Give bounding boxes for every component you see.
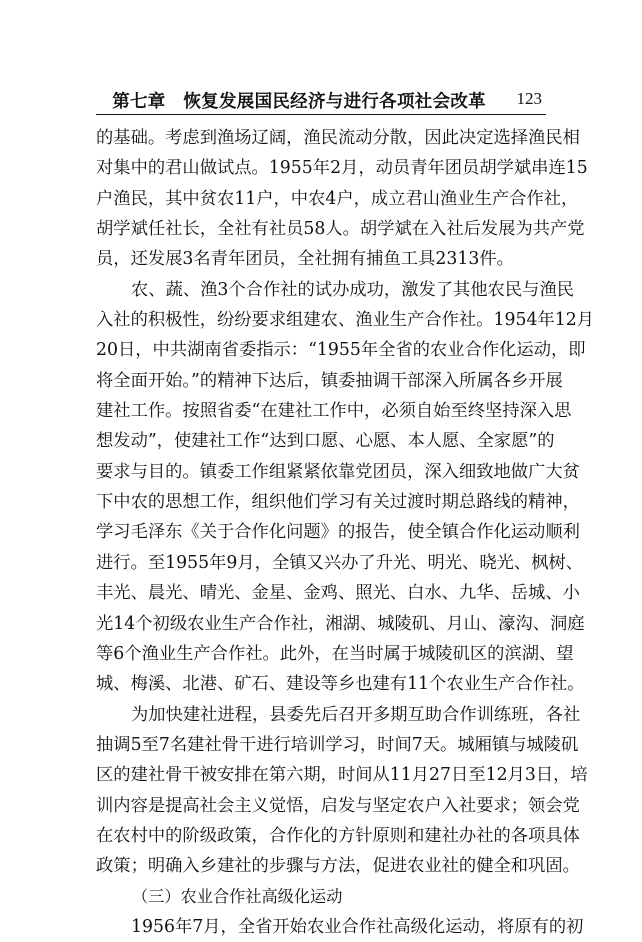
text-line: 训内容是提高社会主义觉悟，启发与坚定农户入社要求；领会党	[96, 795, 580, 816]
text-line: 光14个初级农业生产合作社，湘湖、城陵矶、月山、濠沟、洞庭	[96, 613, 585, 634]
text-line: 想发动”，使建社工作“达到口愿、心愿、本人愿、全家愿”的	[96, 431, 555, 452]
text-line: 丰光、晨光、晴光、金星、金鸡、照光、白水、九华、岳城、小	[96, 583, 580, 604]
text-line: 的基础。考虑到渔场辽阔，渔民流动分散，因此决定选择渔民相	[96, 128, 580, 148]
paragraph-start-line: 农、蔬、渔3个合作社的试办成功，激发了其他农民与渔民	[131, 279, 575, 300]
text-line: 建社工作。按照省委“在建社工作中，必须自始至终坚持深入思	[96, 401, 572, 422]
text-line: 区的建社骨干被安排在第六期，时间从11月27日至12月3日，培	[96, 765, 588, 786]
text-line: 在农村中的阶级政策，合作化的方针原则和建社办社的各项具体	[96, 825, 580, 846]
text-line: 下中农的思想工作，组织他们学习有关过渡时期总路线的精神，	[96, 492, 580, 513]
body-text	[96, 123, 595, 942]
text-line: 胡学斌任社长，全社有社员58人。胡学斌在入社后发展为共产党	[96, 219, 585, 240]
paragraph-start-line: 为加快建社进程，县委先后召开多期互助合作训练班，各社	[131, 704, 581, 725]
text-line: 20日，中共湖南省委指示：“1955年全省的农业合作化运动，即	[96, 340, 586, 361]
running-header	[96, 86, 546, 115]
section-subheading: （三）农业合作社高级化运动	[132, 886, 343, 906]
text-line: 进行。至1955年9月，全镇又兴办了升光、明光、晓光、枫树、	[96, 552, 584, 573]
page-number: 123	[516, 89, 542, 108]
paragraph-start-line: 1956年7月，全省开始农业合作社高级化运动，将原有的初	[131, 916, 584, 937]
chapter-title: 第七章 恢复发展国民经济与进行各项社会改革	[112, 92, 486, 112]
text-line: 要求与目的。镇委工作组紧紧依靠党团员，深入细致地做广大贫	[96, 461, 580, 482]
text-line: 将全面开始。”的精神下达后，镇委抽调干部深入所属各乡开展	[96, 370, 563, 391]
text-line: 学习毛泽东《关于合作化问题》的报告，使全镇合作化运动顺利	[96, 522, 580, 543]
text-line: 等6个渔业生产合作社。此外，在当时属于城陵矶区的滨湖、望	[96, 643, 574, 664]
text-line: 抽调5至7名建社骨干进行培训学习，时间7天。城厢镇与城陵矶	[96, 734, 579, 755]
text-line: 员，还发展3名青年团员，全社拥有捕鱼工具2313件。	[96, 249, 514, 270]
text-line: 户渔民，其中贫农11户，中农4户，成立君山渔业生产合作社，	[96, 188, 579, 209]
text-line: 政策；明确入乡建社的步骤与方法，促进农业社的健全和巩固。	[96, 856, 580, 877]
text-line: 城、梅溪、北港、矿石、建设等乡也建有11个农业生产合作社。	[96, 674, 585, 695]
text-line: 入社的积极性，纷纷要求组建农、渔业生产合作社。1954年12月	[96, 310, 595, 331]
text-line: 对集中的君山做试点。1955年2月，动员青年团员胡学斌串连15	[96, 158, 588, 179]
